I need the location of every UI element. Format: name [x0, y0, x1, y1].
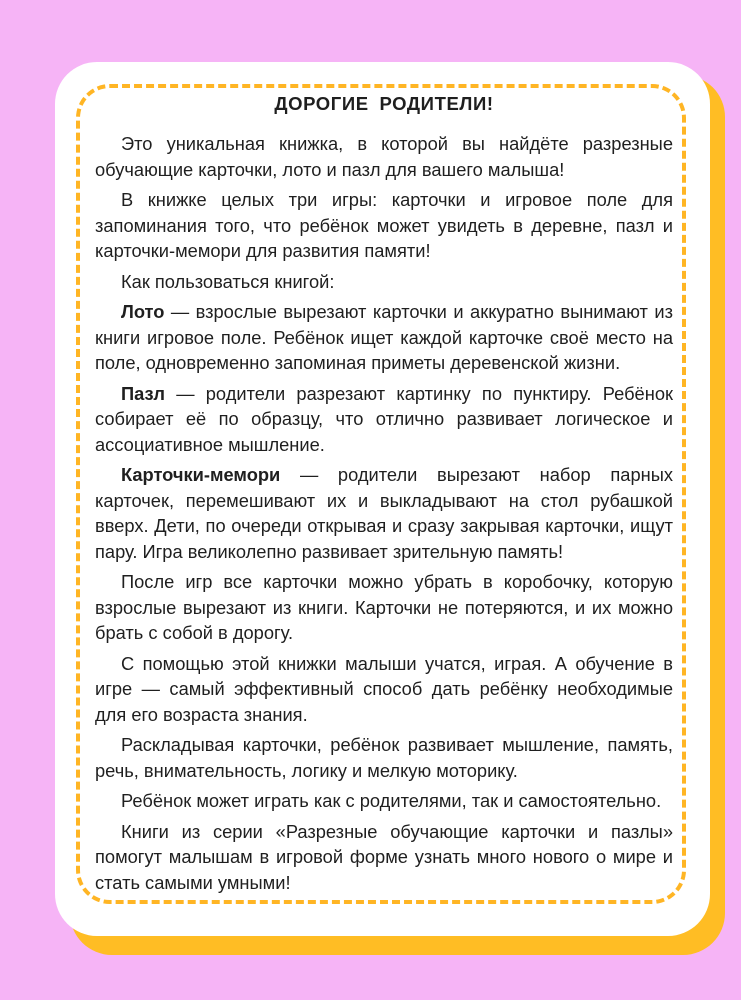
paragraph-three-games: В книжке целых три игры: карточки и игровое поле для запоминания того, что ребёнок может увидеть в деревне, пазл и карточки-мемори для развития памяти! [95, 189, 673, 261]
paragraph-series: Книги из серии «Разрезные обучающие карточки и пазлы» помогут малышам в игровой форме узнать много нового о мире и стать самыми умными! [95, 820, 673, 893]
paragraph-how-to-use: Как пользоваться книгой: [121, 270, 335, 292]
term-puzzle: Пазл [121, 382, 165, 404]
paragraph-learning: С помощью этой книжки малыши учатся, играя. А обучение в игре — самый эффективный способ дать ребёнку необходимые для его возраста знания. [95, 652, 673, 725]
paragraph-play-mode: Ребёнок может играть как с родителями, так и самостоятельно. [121, 790, 662, 811]
card-content [95, 93, 673, 895]
paragraph-skills: Раскладывая карточки, ребёнок развивает мышление, память, речь, внимательность, логику и мелкую моторику. [95, 734, 673, 781]
page-title: ДОРОГИЕ РОДИТЕЛИ! [274, 93, 494, 114]
paragraph-intro: Это уникальная книжка, в которой вы найдёте разрезные обучающие карточки, лото и пазл для вашего малыша! [95, 133, 673, 180]
paragraph-storage: После игр все карточки можно убрать в коробочку, которую взрослые вырезают из книги. Карточки не потеряются, и их можно брать с собой в дорогу. [95, 571, 673, 643]
paragraph-puzzle: Пазл — родители разрезают картинку по пунктиру. Ребёнок собирает её по образцу, что отлично развивает логическое и ассоциативное мышление. [95, 382, 673, 455]
term-loto: Лото [121, 301, 165, 322]
paragraph-loto: Лото — взрослые вырезают карточки и аккуратно вынимают из книги игровое поле. Ребёнок ищет каждой карточке своё место на поле, одновременно запоминая приметы деревенской жизни. [95, 301, 673, 373]
paragraph-memory: Карточки-мемори — родители вырезают набор парных карточек, перемешивают их и выкладывают на стол рубашкой вверх. Дети, по очереди открывая и сразу закрывая карточки, ищут пару. Игра великолепно развивает зрительную память! [95, 464, 673, 562]
term-memory: Карточки-мемори [121, 464, 281, 485]
